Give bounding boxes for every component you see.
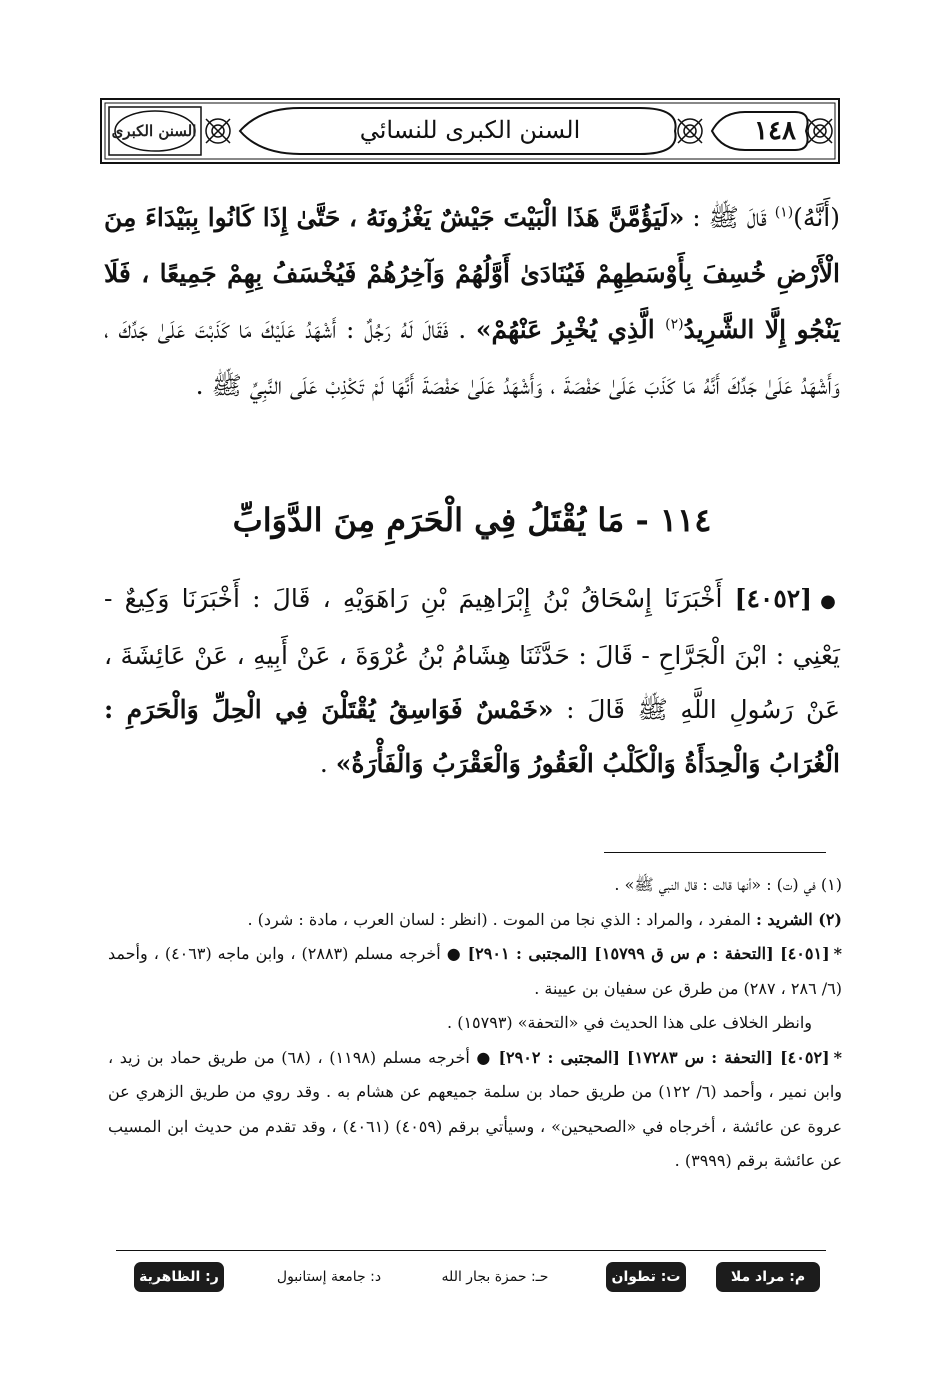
manuscript-label-d: د: جامعة إستانبول xyxy=(276,1269,382,1285)
book-title: السنن الكبرى للنسائي xyxy=(359,116,581,144)
chapter-heading: ١١٤ - مَا يُقْتَلُ فِي الْحَرَمِ مِنَ الدَّوَابِّ xyxy=(232,501,712,539)
footnote-divider xyxy=(604,852,826,853)
page-header xyxy=(100,98,840,164)
body-text-segment: قَالَ ﷺ : xyxy=(684,203,775,232)
takhrij-4052-ref: [٤٠٥٢] [التحفة : س ١٧٢٨٣] [المجتبى : ٢٩٠٢] xyxy=(498,1047,830,1067)
footnote-2-label: (٢) الشريد : xyxy=(755,909,842,929)
star-icon: * xyxy=(833,1047,842,1067)
body-text-segment: . فَقَالَ لَهُ رَجُلٌ : أَشْهَدُ عَلَيْكَ مَا كَذَبْتَ عَلَىٰ جَدِّكَ ، وَأَشْهَدُ عَلَىٰ جَدِّكَ أَنَّهُ مَا كَذَبَ عَلَىٰ حَفْصَةَ ، وَأَشْهَدُ عَلَىٰ حَفْصَةَ أَنَّهَا لَمْ تَكْذِبْ عَلَى النَّبِيِّ ﷺ . xyxy=(104,315,840,400)
footnote-2-text: المفرد ، والمراد : الذي نجا من الموت . (انظر : لسان العرب ، مادة : شرد) . xyxy=(247,909,756,929)
footnote-1: (١) في (ت) : «أنها قالت : قال النبي ﷺ» . xyxy=(614,875,842,894)
takhrij-4052 xyxy=(108,1041,842,1179)
hadith-matn: «خَمْسٌ فَوَاسِقُ يُقْتَلْنَ فِي الْحِلِّ وَالْحَرَمِ : الْغُرَابُ وَالْحِدَأَةُ وَالْكَلْبُ الْعَقُورُ وَالْعَقْرَبُ وَالْفَأْرَةُ» xyxy=(104,695,840,778)
hadith-end: . xyxy=(319,749,336,778)
body-text-segment: (أَنَّهُ) xyxy=(793,203,840,232)
takhrij-4052-text: ● أخرجه مسلم (١١٩٨) ، (٦٨) من طريق حماد بن زيد ، وابن نمير ، وأحمد (٦/ ١٢٢) من طريق حماد بن سلمة جميعهم عن هشام به . وقد روي من طريق الزهري عن عروة عن عائشة ، أخرجاه في «الصحيحين» ، وسيأتي برقم (٤٠٥٩) (٤٠٦١) ، وقد تقدم من حديث ابن المسيب عن عائشة برقم (٣٩٩٩) . xyxy=(108,1047,843,1170)
header-seal: السنن الكبرى xyxy=(111,122,197,140)
takhrij-4051-ref: [٤٠٥١] [التحفة : م س ق ١٥٧٩٩] [المجتبى : ٢٩٠١] xyxy=(467,944,830,963)
body-text xyxy=(104,190,840,414)
footnote-2 xyxy=(108,903,842,938)
bullet-icon: ● xyxy=(820,591,840,612)
hadith-quote: «لَيَؤُمَّنَّ هَذَا الْبَيْتَ جَيْشٌ يَغْزُونَهُ ، حَتَّىٰ إِذَا كَانُوا بِبَيْدَاءَ مِنَ الْأَرْضِ خُسِفَ بِأَوْسَطِهِمْ فَيُنَادَىٰ أَوَّلُهُمْ وَآخِرُهُمْ فَيُخْسَفُ بِهِمْ جَمِيعًا ، فَلَا يَنْجُو إِلَّا الشَّرِيدُ xyxy=(104,203,841,344)
hadith-entry xyxy=(104,572,840,791)
star-icon: * xyxy=(833,944,843,963)
hadith-number: [٤٠٥٢] xyxy=(734,584,813,613)
takhrij-4051-extra: وانظر الخلاف على هذا الحديث في «التحفة» (١٥٧٩٣) . xyxy=(447,1013,812,1032)
footnotes xyxy=(108,868,842,1179)
takhrij-4051 xyxy=(108,937,842,1006)
hadith-paragraph xyxy=(104,572,840,791)
bottom-rule xyxy=(116,1250,826,1251)
page-number: ١٤٨ xyxy=(754,116,796,146)
manuscript-label-m: م: مراد ملا xyxy=(716,1262,820,1292)
hadith-quote-end: الَّذِي يُخْبِرُ عَنْهُمْ» xyxy=(475,315,666,344)
manuscript-label-t: ت: تطوان xyxy=(606,1262,686,1292)
footnote-ref-2[interactable]: (٢) xyxy=(665,316,684,333)
body-paragraph xyxy=(104,190,840,414)
manuscript-label-r: ر: الظاهرية xyxy=(134,1262,224,1292)
hadith-isnad: أَخْبَرَنَا إِسْحَاقُ بْنُ إِبْرَاهِيمَ بْنِ رَاهَوَيْهِ ، قَالَ : أَخْبَرَنَا وَكِيعٌ - يَعْنِي : ابْنَ الْجَرَّاحِ - قَالَ : حَدَّثَنَا هِشَامُ بْنُ عُرْوَةَ ، عَنْ أَبِيهِ ، عَنْ عَائِشَةَ ، عَنْ رَسُولِ اللَّهِ ﷺ قَالَ : xyxy=(104,584,840,724)
takhrij-4051-text: ● أخرجه مسلم (٢٨٨٣) ، وابن ماجه (٤٠٦٣) ، وأحمد (٦/ ٢٨٦ ، ٢٨٧) من طرق عن سفيان بن عيينة . xyxy=(108,944,842,998)
manuscript-label-h: حـ: حمزة بجار الله xyxy=(441,1269,549,1285)
footnote-ref-1[interactable]: (١) xyxy=(774,204,794,221)
